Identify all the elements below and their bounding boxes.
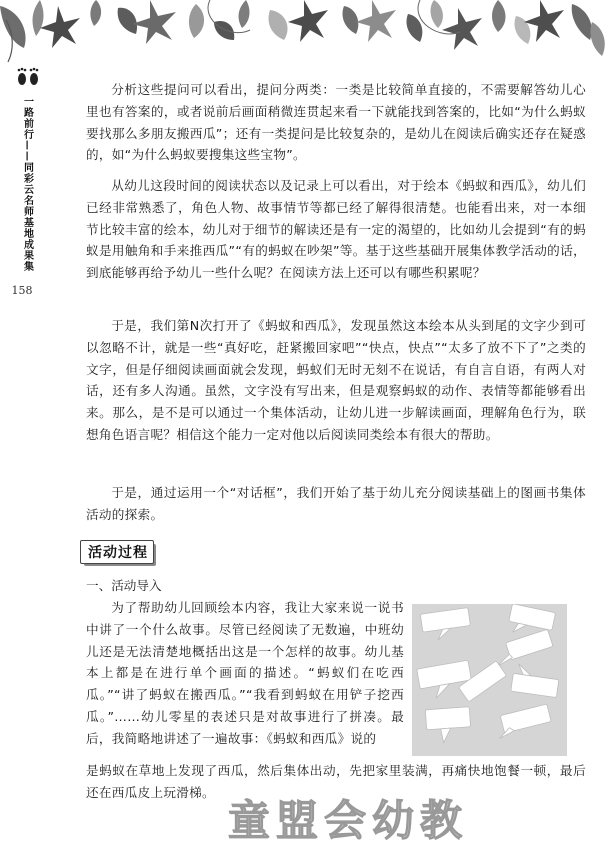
series-title-text: 一路前行——同彩云名师基地成果集 — [21, 96, 33, 272]
intro-paragraph-continued: 是蚂蚁在草地上发现了西瓜，然后集体出动，先把家里装满，再痛快地饱餐一顿，最后还在西瓜皮上玩滑梯。 — [86, 763, 586, 800]
paragraph-2: 从幼儿这段时间的阅读状态以及记录上可以看出，对于绘本《蚂蚁和西瓜》，幼儿们已经非常熟悉了，角色人物、故事情节等都已经了解得很清楚。也能看出来，对一本细节比较丰富的绘本，幼儿对于细节的解读还是有一定的渴望的，比如幼儿会提到“有的蚂蚁是用触角和手来推西瓜”“有的蚂蚁在吵架”等。基于这些基础开展集体教学活动的话，到底能够再给予幼儿一些什么呢？在阅读方法上还可以有哪些积累呢？ — [86, 178, 586, 281]
sub-heading: 一、活动导入 — [86, 578, 162, 593]
watermark: 童盟会幼教 — [228, 796, 469, 845]
footprints-icon — [15, 66, 41, 86]
series-title — [16, 96, 38, 276]
paragraph-4: 于是，通过运用一个“对话框”，我们开始了基于幼儿充分阅读基础上的图画书集体活动的探索。 — [86, 485, 586, 522]
intro-paragraph: 为了帮助幼儿回顾绘本内容，我让大家来说一说书中讲了一个什么故事。尽管已经阅读了无数遍，中班幼儿还是无法清楚地概括出这是一个怎样的故事。幼儿基本上都是在进行单个画面的描述。“蚂蚁们在吃西瓜。”“讲了蚂蚁在搬西瓜。”“我看到蚂蚁在用铲子挖西瓜。”……幼儿零星的表述只是对故事进行了拼凑。最后，我简略地讲述了一遍故事：《蚂蚁和西瓜》说的 — [86, 600, 404, 746]
speech-bubble-cards-photo — [412, 604, 567, 756]
paragraph-3: 于是，我们第N次打开了《蚂蚁和西瓜》，发现虽然这本绘本从头到尾的文字少到可以忽略不计，就是一些“真好吃，赶紧搬回家吧”“快点，快点”“太多了放不下了”之类的文字，但是仔细阅读画面就会发现，蚂蚁们无时无刻不在说话，有自言自语，有两人对话，还有多人沟通。虽然，文字没有写出来，但是观察蚂蚁的动作、表情等都能够看出来。那么，是不是可以通过一个集体活动，让幼儿进一步解读画面，理解角色行为，联想角色语言呢？相信这个能力一定对他以后阅读同类绘本有很大的帮助。 — [86, 318, 586, 442]
leaf-garland-icon — [0, 0, 608, 80]
side-decoration — [14, 66, 42, 86]
section-title: 活动过程 — [88, 545, 148, 561]
paragraph-1: 分析这些提问可以看出，提问分两类：一类是比较简单直接的，不需要解答幼儿心里也有答案的，或者说前后画面稍微连贯起来看一下就能找到答案的，比如“为什么蚂蚁要找那么多朋友搬西瓜”；还有一类提问是比较复杂的，是幼儿在阅读后确实还存在疑惑的，如“为什么蚂蚁要搜集这些宝物”。 — [86, 82, 586, 163]
page-number: 158 — [11, 284, 33, 297]
section-title-box — [80, 540, 160, 564]
